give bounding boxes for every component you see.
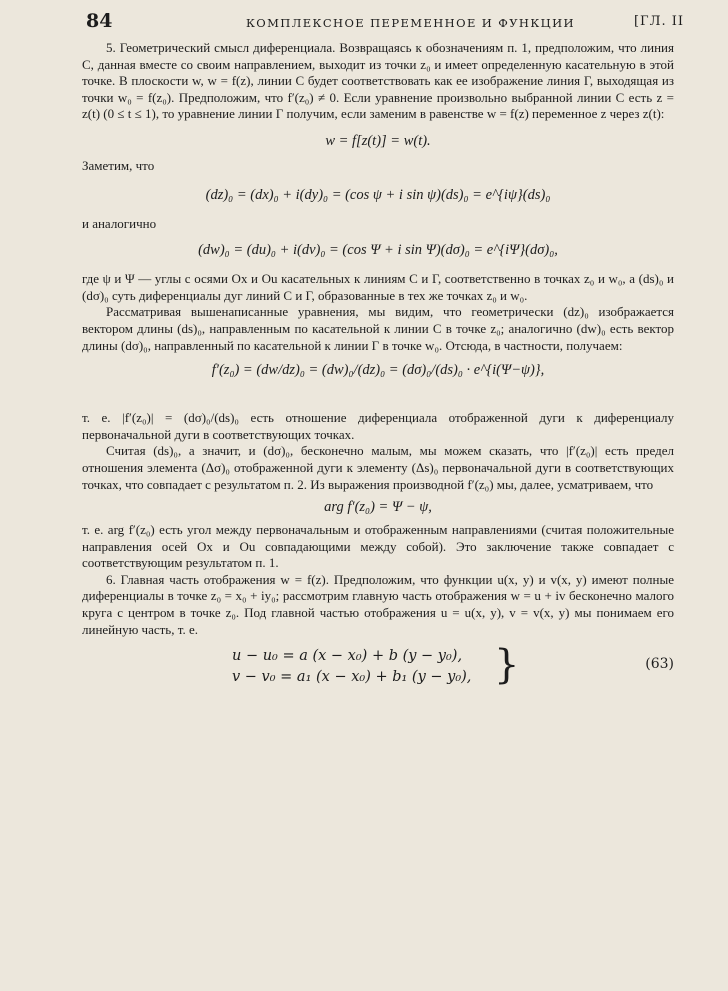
page-number: 84 [86,10,113,32]
equation-w-of-z: w = f[z(t)] = w(t). [325,132,431,149]
equation-number: (63) [645,656,674,673]
equation-arg: arg f′(z₀) = Ψ − ψ, [324,499,432,516]
equation-brace: } [494,642,520,689]
section-5-paragraph-1: 5. Геометрический смысл диференциала. Возвращаясь к обозначениям п. 1, предположим, что линия C, данная вместе со своим направлением, выходит из точки z₀ и имеет определенную касательную в этой точке. В плоскости w, w = f(z), линии C будет соответствовать как ее изображение линия Γ, выходящая из точки w₀ = f(z₀). Предположим, что f′(z₀) ≠ 0. Если уравнение произвольно выбранной линии C есть z = z(t) (0 ≤ t ≤ 1), то уравнение линии Γ получим, если заменим в равенстве w = f(z) переменное z через z(t): [82,40,674,122]
paragraph-zametim: Заметим, что [82,157,155,173]
paragraph-analogichno: и аналогично [82,215,157,231]
paragraph-argument: т. е. arg f′(z₀) есть угол между первоначальным и отображенным направлениями (считая положительные направления осей Ox и Ou совпадающими между собой). Это заключение также совпадает с соответствующим результатом п. 1. [82,522,674,571]
chapter-label: [ГЛ. II [633,14,684,29]
equation-u-line: u − u₀ = a (x − x₀) + b (y − y₀), [232,648,463,665]
page-body [82,40,674,688]
equation-dw: (dw)₀ = (du)₀ + i(dv)₀ = (cos Ψ + i sin Ψ)(dσ)₀ = e^{iΨ}(dσ)₀, [198,242,558,259]
paragraph-modulus: т. е. |f′(z₀)| = (dσ)₀/(ds)₀ есть отношение диференциала отображенной дуги к диференциалу первоначальной дуги в соответствующих точках. [82,410,674,442]
equation-system-63 [82,642,674,689]
section-6-paragraph-1: 6. Главная часть отображения w = f(z). Предположим, что функции u(x, y) и v(x, y) имеют полные диференциалы в точке z₀ = x₀ + iy₀; рассмотрим главную часть отображения w = u + iv бесконечно малого круга с центром в точке z₀. Под главной частью отображения u = u(x, y), v = v(x, y) мы понимаем его линейную часть, т. е. [82,571,674,637]
paragraph-rassmatrivaya: Рассматривая вышенаписанные уравнения, мы видим, что геометрически (dz)₀ изображается вектором длины (ds)₀, направленным по касательной к линии C в точке z₀; аналогично (dw)₀ есть вектор длины (dσ)₀, направленный по касательной к линии Γ в точке w₀. Отсюда, в частности, получаем: [82,304,674,353]
equation-v-line: v − v₀ = a₁ (x − x₀) + b₁ (y − y₀), [232,669,472,686]
equation-derivative: f′(z₀) = (dw/dz)₀ = (dw)₀/(dz)₀ = (dσ)₀/(ds)₀ · e^{i(Ψ−ψ)}, [211,362,545,379]
running-title: КОМПЛЕКСНОЕ ПЕРЕМЕННОЕ И ФУНКЦИИ [246,16,575,30]
paragraph-schitaya: Считая (ds)₀, а значит, и (dσ)₀, бесконечно малым, мы можем сказать, что |f′(z₀)| есть предел отношения элемента (Δσ)₀ отображенной дуги к элементу (Δs)₀ первоначальной дуги в соответствующих точках, что совпадает с результатом п. 2. Из выражения производной f′(z₀) мы, далее, усматриваем, что [82,443,674,492]
equation-dz: (dz)₀ = (dx)₀ + i(dy)₀ = (cos ψ + i sin ψ)(ds)₀ = e^{iψ}(ds)₀ [205,186,551,203]
paragraph-gde: где ψ и Ψ — углы с осями Ox и Ou касательных к линиям C и Γ, соответственно в точках z₀ и w₀, а (ds)₀ и (dσ)₀ суть диференциалы дуг линий C и Γ, образованные в тех же точках z₀ и w₀. [82,271,674,303]
equation-system-lines [232,646,471,688]
page-header [86,10,684,36]
